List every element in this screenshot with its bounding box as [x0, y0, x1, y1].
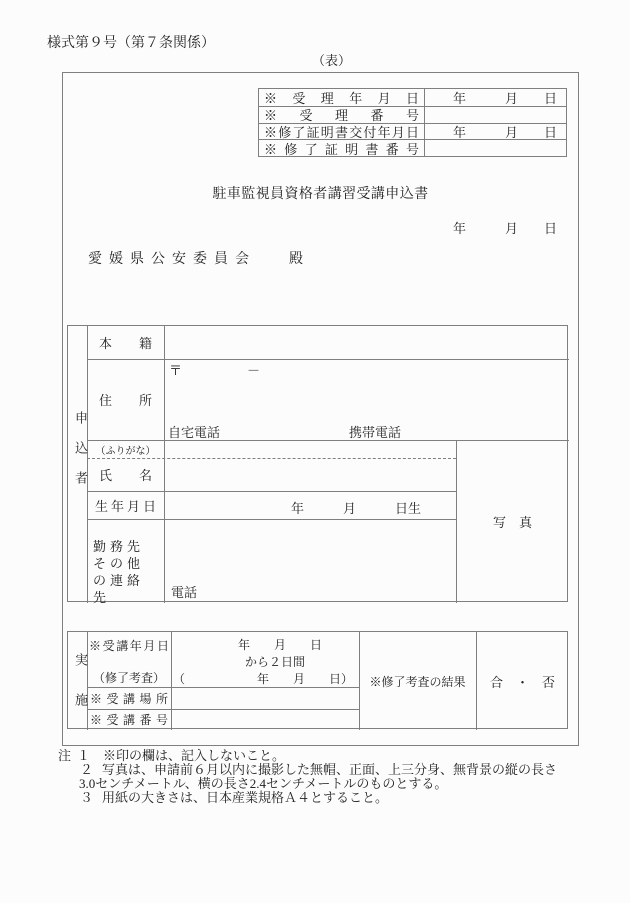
reception-row-label: ※修了証明書交付年月日: [259, 123, 424, 140]
field-label-course-date: ※受講年月日: [89, 639, 169, 653]
furigana-label: （ふりがな）: [95, 445, 156, 457]
postal-code-line: 〒 －: [169, 363, 261, 378]
pass-fail-cell: 合 ・ 否: [489, 674, 555, 690]
field-label-work-contact: 勤務先その他の連絡先: [93, 539, 145, 605]
field-label-birthdate: 生年月日: [95, 498, 156, 514]
divider: [87, 519, 456, 520]
applicant-table: [67, 325, 568, 605]
implementation-group-label: 実施: [73, 653, 88, 733]
photo-label: 写 真: [492, 515, 532, 530]
course-location-write-area: [171, 687, 359, 709]
course-date-line2: から２日間: [244, 655, 305, 669]
addressee-suffix: 殿: [289, 252, 310, 267]
reception-row-label: ※受理年月日: [264, 90, 419, 106]
addressee-name: 愛媛県公安委員会: [88, 252, 256, 267]
note-text: ※印の欄は、記入しないこと。: [103, 748, 286, 763]
note-text: 写真は、申請前６月以内に撮影した無帽、正面、上三分身、無背景の縦の長さ: [102, 762, 558, 777]
course-number-write-area: [171, 709, 359, 730]
field-label-address: 住所: [99, 393, 152, 408]
field-label-course-number: ※受講番号: [90, 713, 168, 727]
note-line-4: [80, 790, 389, 805]
note-line-2: [80, 762, 558, 777]
course-date-line1: 年 月 日: [237, 638, 322, 652]
note-line-3: [79, 777, 447, 791]
reception-row-value: 年 月 日: [424, 89, 566, 106]
field-label-completion-exam: （修了考査）: [93, 671, 166, 685]
side-label: （表）: [312, 53, 352, 68]
reception-row-value: [424, 139, 566, 156]
field-label-honseki: 本籍: [99, 336, 152, 351]
name-write-area: [164, 458, 456, 491]
work-phone-label: 電話: [171, 585, 198, 600]
note-text: 3.0センチメートル、横の長さ2.4センチメートルのものとする。: [79, 776, 448, 791]
implementation-table: [67, 631, 568, 733]
honseki-write-area: [164, 326, 569, 359]
application-date-line: 年 月 日: [453, 221, 558, 236]
exam-result-label: ※修了考査の結果: [369, 674, 466, 689]
course-date-line3: （ 年 月 日）: [173, 672, 354, 686]
page-title: 駐車監視員資格者講習受講申込書: [212, 187, 429, 202]
note-number: ３: [80, 790, 94, 805]
reception-table: [258, 88, 567, 157]
field-label-course-location: ※受講場所: [90, 691, 168, 706]
reception-row-value: 年 月 日: [424, 123, 566, 140]
home-phone-label: 自宅電話: [168, 425, 221, 440]
mobile-phone-label: 携帯電話: [349, 425, 402, 440]
form-number: 様式第９号（第７条関係）: [47, 36, 215, 51]
field-label-name: 氏名: [99, 468, 152, 483]
note-line-1: [58, 748, 286, 763]
birthdate-units: 年 月 日生: [291, 501, 422, 516]
photo-box: [456, 440, 569, 603]
addressee: [88, 248, 310, 268]
note-number: ２: [80, 762, 94, 777]
note-number: 注１: [58, 748, 97, 763]
reception-row-label: ※受理番号: [259, 106, 424, 123]
applicant-group-label: 申込者: [73, 411, 88, 501]
reception-row-value: [424, 106, 566, 123]
note-text: 用紙の大きさは、日本産業規格Ａ４とすること。: [102, 790, 389, 805]
furigana-write-area: [164, 440, 456, 458]
reception-row-label: ※修了証明書番号: [259, 139, 424, 156]
